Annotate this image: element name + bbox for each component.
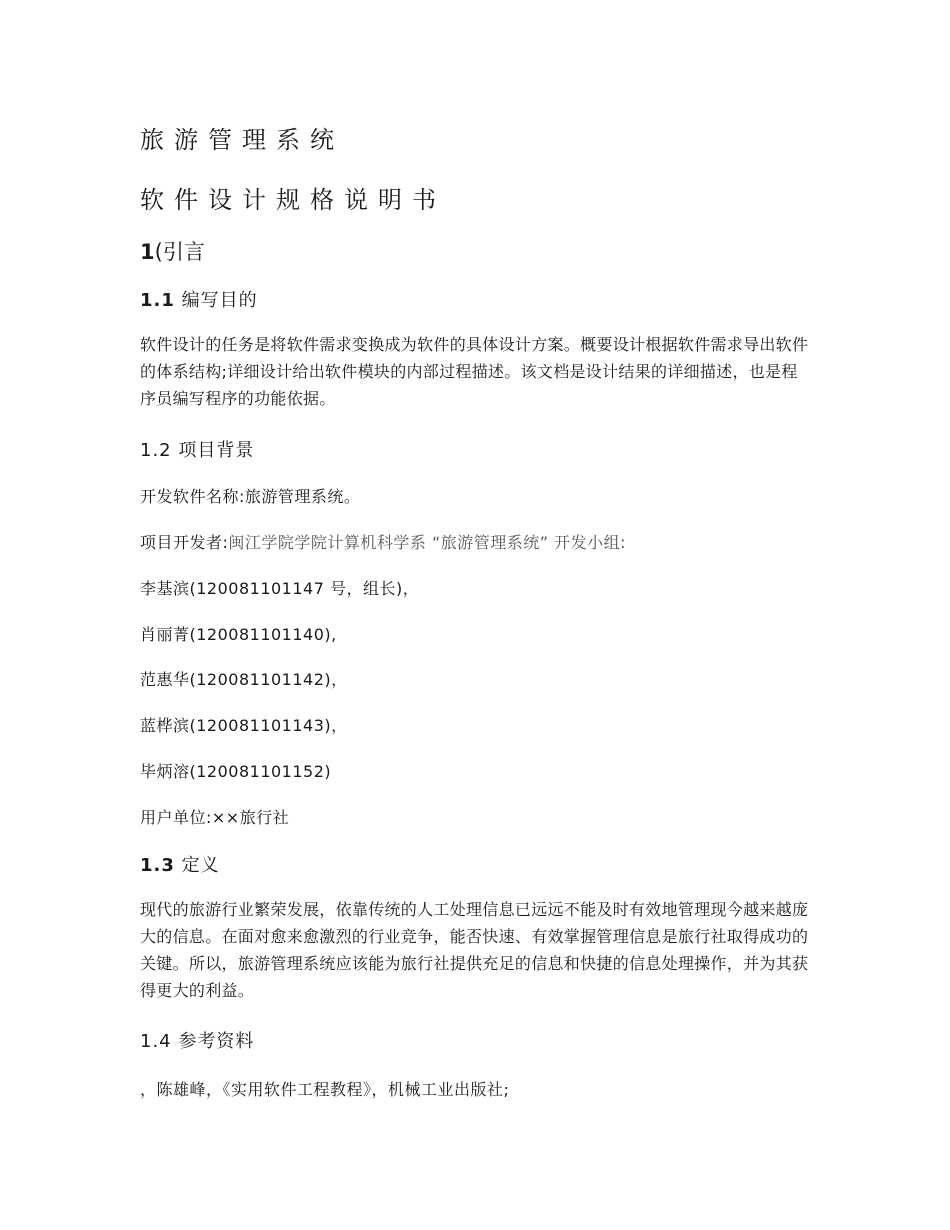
software-name-line: 开发软件名称:旅游管理系统。	[140, 487, 361, 506]
section-1-label: (引言	[154, 240, 205, 264]
section-1-3-heading	[140, 851, 220, 877]
section-1-number: 1	[140, 240, 155, 264]
member-line: 蓝桦滨(120081101143)，	[140, 716, 348, 735]
user-unit-line: 用户单位:××旅行社	[140, 808, 290, 827]
definition-paragraph: 现代的旅游行业繁荣发展，依靠传统的人工处理信息已远远不能及时有效地管理现今越来越庞大的信息。在面对愈来愈激烈的行业竞争，能否快速、有效掌握管理信息是旅行社取得成功的关键。所以，旅游管理系统应该能为旅行社提供充足的信息和快捷的信息处理操作，并为其获得更大的利益。	[140, 900, 809, 1000]
section-1-heading	[140, 236, 205, 266]
section-1-3-number: 1.3	[140, 855, 175, 876]
reference-line: ，陈雄峰，《实用软件工程教程》，机械工业出版社;	[140, 1080, 510, 1099]
section-1-1-heading	[140, 286, 258, 312]
doc-title: 旅游管理系统	[140, 126, 344, 154]
member-line: 毕炳溶(120081101152)	[140, 762, 332, 781]
member-line: 李基滨(120081101147 号，组长)，	[140, 579, 420, 598]
member-line: 肖丽菁(120081101140),	[140, 625, 337, 644]
section-1-3-label: 定义	[181, 855, 220, 876]
purpose-paragraph: 软件设计的任务是将软件需求变换成为软件的具体设计方案。概要设计根据软件需求导出软件的体系结构;详细设计给出软件模块的内部过程描述。该文档是设计结果的详细描述，也是程序员编写程序的功能依据。	[140, 335, 809, 408]
developer-line	[140, 530, 626, 553]
section-1-2-heading: 1.2 项目背景	[140, 440, 255, 461]
doc-subtitle: 软件设计规格说明书	[140, 186, 446, 214]
section-1-4-heading: 1.4 参考资料	[140, 1031, 255, 1052]
section-1-1-number: 1.1	[140, 290, 175, 311]
developer-value: 闽江学院学院计算机科学系 “旅游管理系统” 开发小组:	[228, 533, 627, 552]
member-line: 范惠华(120081101142)，	[140, 670, 348, 689]
section-1-1-label: 编写目的	[181, 290, 258, 311]
developer-label: 项目开发者:	[140, 533, 229, 552]
